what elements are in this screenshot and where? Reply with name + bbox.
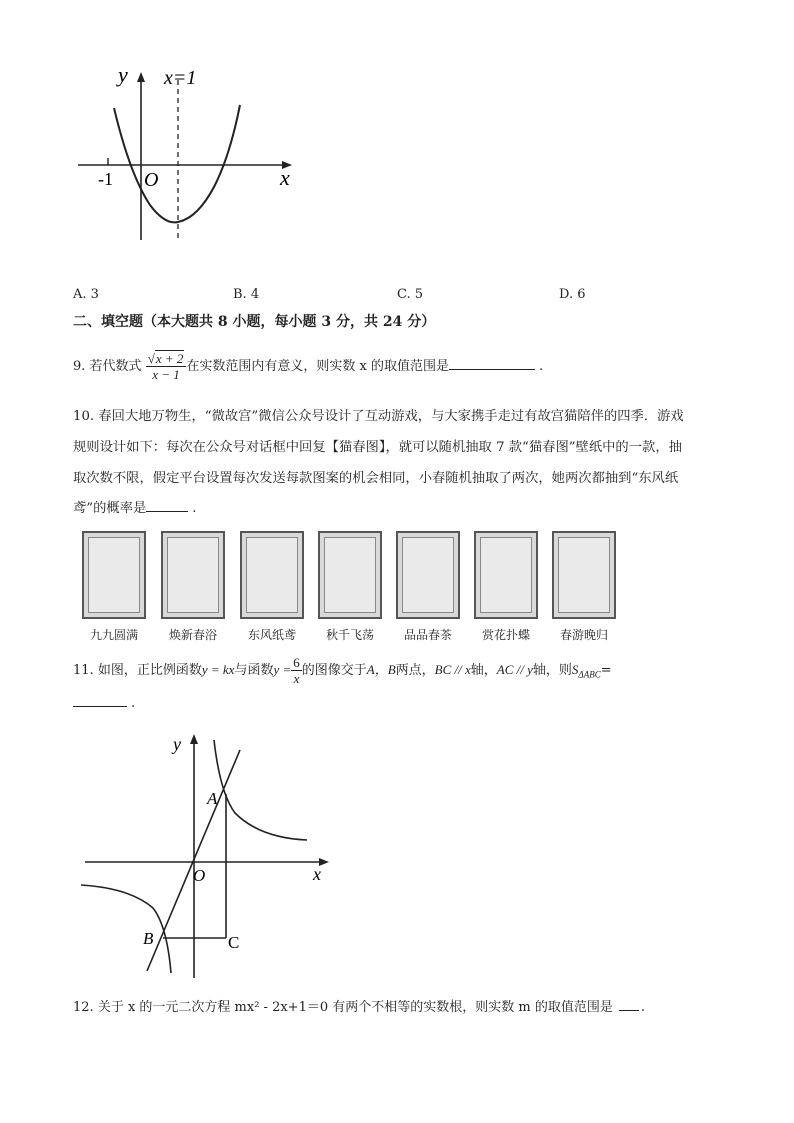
origin-label: O [144, 169, 159, 191]
wallpaper-image-2 [161, 531, 225, 619]
choice-c[interactable] [397, 286, 423, 304]
choice-c-value: 5 [414, 287, 424, 302]
q11-t1: 如图，正比例函数 [97, 663, 202, 678]
q12-number: 12. [73, 1000, 94, 1015]
q12-text: 关于 x 的一元二次方程 mx² - 2x+1＝0 有两个不相等的实数根，则实数 m 的取值范围是 [97, 1000, 613, 1015]
choice-d-value: 6 [577, 287, 586, 302]
neg-tick-label: -1 [98, 169, 113, 189]
choice-b[interactable] [233, 286, 259, 304]
parabola-graph [70, 60, 300, 250]
wallpaper-caption-1: 九九圆满 [89, 628, 138, 642]
q11-t3: 的图像交于 [301, 663, 367, 678]
x-axis-label: x [280, 165, 290, 190]
choice-d[interactable] [559, 286, 586, 304]
q11-end: . [131, 696, 136, 711]
question-12 [73, 999, 645, 1017]
q10-line3: 取次数不限，假定平台设置每次发送每款图案的机会相同，小春随机抽取了两次，她两次都抽到“东风纸 [73, 471, 679, 486]
q11-t4: 两点， [395, 663, 435, 678]
q11-s-sub: ΔABC [578, 669, 601, 680]
hyperbola-branch-upper [214, 740, 307, 840]
q11-f2-lhs: y = [273, 662, 292, 677]
wallpaper-image-1 [82, 531, 146, 619]
wallpaper-image-5 [396, 531, 460, 619]
choice-b-letter: B. [233, 287, 247, 302]
point-b-label: B [143, 929, 154, 948]
wallpaper-caption-3: 东风纸鸢 [247, 628, 296, 642]
wallpaper-caption-4: 秋千飞荡 [325, 628, 374, 642]
q9-fraction: $\frac{√x + 2}{x - 1}$ [146, 351, 187, 382]
hyperbola-branch-lower [81, 885, 171, 973]
q10-line1: 10. 春回大地万物生，“微故宫”微信公众号设计了互动游戏，与大家携手走过有故宫猫陪伴的四季．游戏 [73, 409, 684, 424]
hyperbola-graph [75, 728, 345, 983]
q11-t5: 轴， [470, 663, 497, 678]
q11-s: S [571, 662, 579, 677]
choice-a[interactable] [73, 286, 99, 304]
parabola-curve [114, 105, 240, 222]
choice-b-value: 4 [250, 287, 260, 302]
q9-prefix: 若代数式 [89, 359, 142, 374]
x-axis-label: x [313, 864, 321, 884]
q11-f1: y = kx [201, 662, 235, 677]
q10-answer-blank[interactable] [146, 511, 188, 512]
wallpaper-image-4 [318, 531, 382, 619]
q11-f2-den: x [293, 671, 300, 686]
q12-end: . [640, 1000, 645, 1015]
wallpaper-caption-5: 品品春茶 [403, 628, 452, 642]
q12-answer-blank[interactable] [619, 1010, 639, 1011]
wallpaper-caption-7: 春游晚归 [559, 628, 608, 642]
wallpaper-caption-2: 焕新春浴 [168, 628, 217, 642]
origin-label: O [193, 866, 206, 885]
q11-t2: 与函数 [234, 663, 274, 678]
point-c-label: C [228, 933, 240, 952]
y-axis-label: y [118, 62, 128, 87]
y-axis-arrow [137, 72, 145, 82]
vline-label: x=1 [164, 67, 197, 89]
question-11 [73, 650, 612, 695]
section-title: 二、填空题（本大题共 8 小题，每小题 3 分，共 24 分） [73, 314, 436, 330]
choice-c-letter: C. [397, 287, 411, 302]
q11-fraction [291, 655, 302, 686]
q11-pts: A，B [366, 662, 396, 677]
point-a-label: A [207, 789, 218, 808]
q9-end: . [539, 359, 544, 374]
q11-ac: AC // y [496, 662, 533, 677]
q11-number: 11. [73, 663, 94, 678]
q10-line2: 规则设计如下：每次在公众号对话框中回复【猫春图】，就可以随机抽取 7 款“猫春图”壁纸中的一款，抽 [73, 440, 682, 455]
wallpaper-image-6 [474, 531, 538, 619]
q9-numerator: x + 2 [155, 351, 184, 366]
wallpaper-image-7 [552, 531, 616, 619]
q11-answer-blank[interactable] [73, 706, 127, 707]
q10-end: . [192, 501, 197, 516]
choice-d-letter: D. [559, 287, 574, 302]
q11-f2-num: 6 [293, 655, 300, 670]
q11-line2 [73, 695, 135, 713]
wallpaper-caption-6: 赏花扑蝶 [481, 628, 530, 642]
y-axis-label: y [173, 734, 181, 754]
q10-line4 [73, 500, 197, 518]
q11-t6: 轴，则 [532, 663, 572, 678]
q11-eq: = [600, 663, 612, 678]
q9-answer-blank[interactable] [449, 369, 535, 370]
q11-bc: BC // x [434, 662, 471, 677]
q10-line4-text: 鸢”的概率是 [73, 501, 147, 516]
choice-a-letter: A. [73, 287, 87, 302]
wallpaper-image-3 [240, 531, 304, 619]
q9-suffix: 在实数范围内有意义，则实数 x 的取值范围是 [186, 359, 449, 374]
choice-a-value: 3 [90, 287, 99, 302]
y-axis-arrow [190, 734, 198, 744]
q9-number: 9. [73, 359, 86, 374]
q9-denominator: x − 1 [152, 367, 180, 382]
question-9 [73, 347, 543, 387]
